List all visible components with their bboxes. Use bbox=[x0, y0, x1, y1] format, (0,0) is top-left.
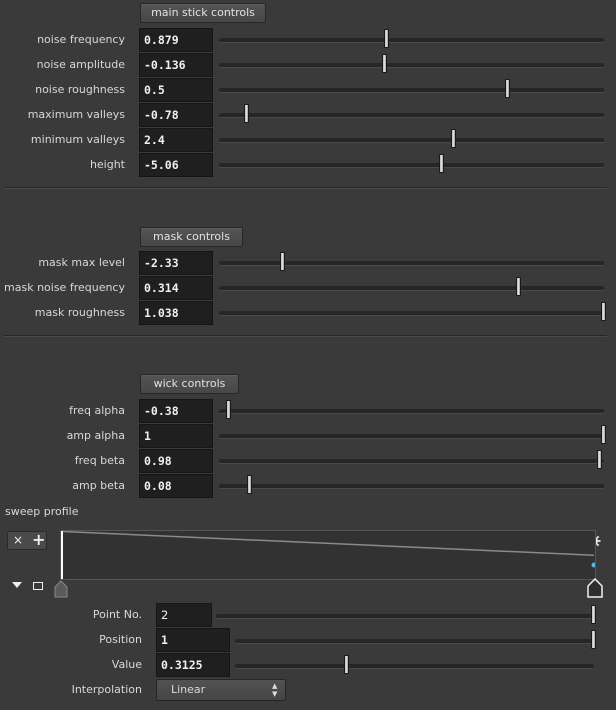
noise-amplitude-slider[interactable] bbox=[219, 63, 604, 68]
collapse-arrow-icon[interactable] bbox=[12, 582, 22, 588]
freq-alpha-slider-handle[interactable] bbox=[226, 400, 231, 419]
noise-frequency-slider[interactable] bbox=[219, 38, 604, 43]
minimum-valleys-slider-handle[interactable] bbox=[451, 129, 456, 148]
main-stick-controls-button[interactable]: main stick controls bbox=[140, 3, 266, 23]
freq-alpha-field[interactable]: -0.38 bbox=[139, 399, 213, 423]
amp-beta-slider-handle[interactable] bbox=[247, 475, 252, 494]
position-slider[interactable] bbox=[235, 639, 594, 644]
maximum-valleys-slider-handle[interactable] bbox=[244, 104, 249, 123]
noise-amplitude-slider-handle[interactable] bbox=[382, 54, 387, 73]
mask-noise-frequency-slider-handle[interactable] bbox=[516, 277, 521, 296]
point-no-label: Point No. bbox=[92, 608, 142, 621]
point-no-slider[interactable] bbox=[216, 614, 594, 619]
mask-max-level-slider[interactable] bbox=[219, 261, 604, 266]
sweep-profile-label: sweep profile bbox=[5, 505, 79, 518]
freq-beta-field[interactable]: 0.98 bbox=[139, 449, 213, 473]
mask-max-level-slider-handle[interactable] bbox=[280, 252, 285, 271]
interpolation-select[interactable] bbox=[156, 679, 286, 701]
position-slider-handle[interactable] bbox=[591, 630, 596, 649]
curve-end-point bbox=[592, 563, 596, 568]
noise-amplitude-label: noise amplitude bbox=[36, 58, 125, 71]
minimum-valleys-slider[interactable] bbox=[219, 138, 604, 143]
sweep-profile-curve-editor[interactable] bbox=[60, 530, 596, 580]
height-label: height bbox=[89, 158, 125, 171]
freq-beta-label: freq beta bbox=[74, 454, 125, 467]
mask-controls-button[interactable]: mask controls bbox=[140, 227, 243, 247]
amp-alpha-slider[interactable] bbox=[219, 434, 604, 439]
selected-point-marker[interactable] bbox=[587, 578, 603, 601]
maximum-valleys-label: maximum valleys bbox=[27, 108, 125, 121]
amp-beta-slider[interactable] bbox=[219, 484, 604, 489]
freq-beta-slider[interactable] bbox=[219, 459, 604, 464]
noise-roughness-slider-handle[interactable] bbox=[505, 79, 510, 98]
noise-roughness-label: noise roughness bbox=[35, 83, 125, 96]
frame-all-icon[interactable] bbox=[33, 582, 43, 590]
amp-beta-field[interactable]: 0.08 bbox=[139, 474, 213, 498]
mask-max-level-label: mask max level bbox=[38, 256, 125, 269]
point-no-slider-handle[interactable] bbox=[591, 605, 596, 624]
height-field[interactable]: -5.06 bbox=[139, 153, 213, 177]
curve-line bbox=[63, 532, 594, 556]
point-no-field[interactable]: 2 bbox=[156, 603, 212, 627]
section-separator bbox=[4, 187, 607, 189]
minimum-valleys-field[interactable]: 2.4 bbox=[139, 128, 213, 152]
add-point-button[interactable]: + bbox=[32, 530, 46, 549]
noise-frequency-field[interactable]: 0.879 bbox=[139, 28, 213, 52]
noise-roughness-slider[interactable] bbox=[219, 88, 604, 93]
mask-roughness-slider-handle[interactable] bbox=[601, 302, 606, 321]
height-slider-handle[interactable] bbox=[439, 154, 444, 173]
value-slider-handle[interactable] bbox=[344, 655, 349, 674]
freq-alpha-slider[interactable] bbox=[219, 409, 604, 414]
interpolation-label: Interpolation bbox=[71, 683, 142, 696]
position-field[interactable]: 1 bbox=[156, 628, 230, 652]
section-separator bbox=[4, 335, 607, 337]
delete-point-button[interactable]: × bbox=[13, 533, 24, 547]
noise-frequency-label: noise frequency bbox=[37, 33, 125, 46]
value-field[interactable]: 0.3125 bbox=[156, 653, 230, 677]
amp-alpha-slider-handle[interactable] bbox=[601, 425, 606, 444]
noise-amplitude-field[interactable]: -0.136 bbox=[139, 53, 213, 77]
mask-noise-frequency-label: mask noise frequency bbox=[4, 281, 125, 294]
freq-alpha-label: freq alpha bbox=[69, 404, 125, 417]
maximum-valleys-slider[interactable] bbox=[219, 113, 604, 118]
freq-beta-slider-handle[interactable] bbox=[597, 450, 602, 469]
mask-roughness-label: mask roughness bbox=[34, 306, 125, 319]
mask-max-level-field[interactable]: -2.33 bbox=[139, 251, 213, 275]
amp-alpha-label: amp alpha bbox=[66, 429, 125, 442]
minimum-valleys-label: minimum valleys bbox=[30, 133, 125, 146]
amp-alpha-field[interactable]: 1 bbox=[139, 424, 213, 448]
amp-beta-label: amp beta bbox=[72, 479, 125, 492]
mask-noise-frequency-slider[interactable] bbox=[219, 286, 604, 291]
value-label: Value bbox=[111, 658, 142, 671]
mask-roughness-slider[interactable] bbox=[219, 311, 604, 316]
start-point-marker[interactable] bbox=[54, 580, 68, 601]
mask-noise-frequency-field[interactable]: 0.314 bbox=[139, 276, 213, 300]
height-slider[interactable] bbox=[219, 163, 604, 168]
position-label: Position bbox=[99, 633, 142, 646]
noise-roughness-field[interactable]: 0.5 bbox=[139, 78, 213, 102]
mask-roughness-field[interactable]: 1.038 bbox=[139, 301, 213, 325]
noise-frequency-slider-handle[interactable] bbox=[384, 29, 389, 48]
curve-edit-toolbar bbox=[7, 531, 47, 550]
value-slider[interactable] bbox=[235, 664, 594, 669]
wick-controls-button[interactable]: wick controls bbox=[140, 374, 239, 394]
interpolation-value: Linear bbox=[171, 683, 206, 696]
maximum-valleys-field[interactable]: -0.78 bbox=[139, 103, 213, 127]
select-arrows-icon: ▲ ▼ bbox=[272, 682, 278, 698]
